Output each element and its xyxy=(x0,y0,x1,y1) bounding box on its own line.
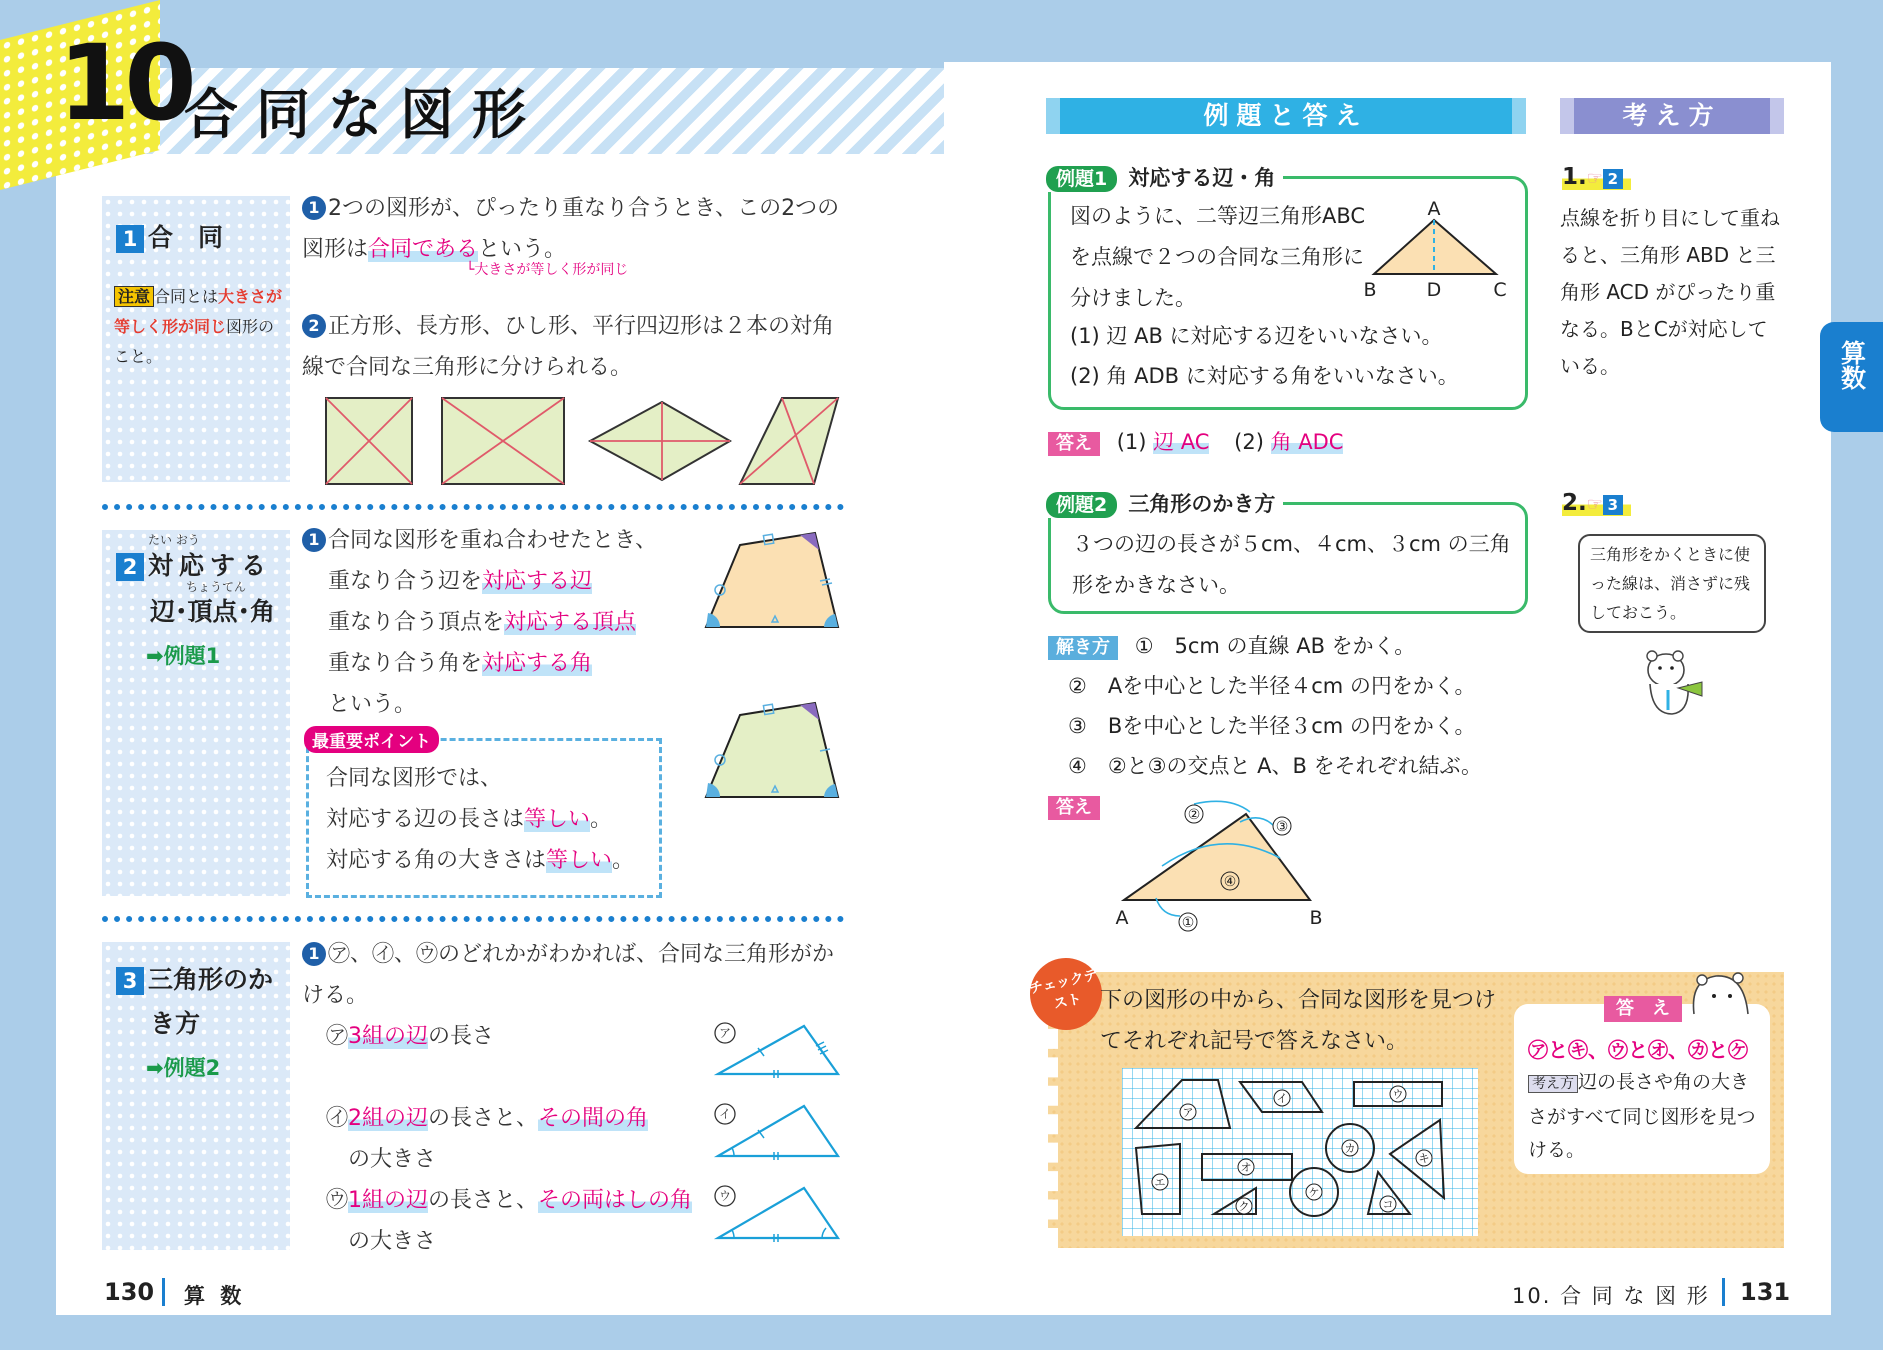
answer2-pre: (2) xyxy=(1234,430,1271,454)
kangae2-ref: 3 xyxy=(1603,495,1623,515)
section3-item-c xyxy=(326,1180,706,1262)
point-line2-key: 等しい xyxy=(524,807,591,832)
mark-2: ② xyxy=(1187,807,1201,823)
quadrilateral-figures xyxy=(320,390,850,490)
grid-label-ko: コ xyxy=(1382,1198,1394,1211)
check-test-question: 下の図形の中から、合同な図形を見つけてそれぞれ記号で答えなさい。 xyxy=(1100,988,1497,1054)
check-test-badge: チェックテスト xyxy=(1023,951,1108,1036)
triangle-a xyxy=(718,1026,838,1074)
section1-point1: 1 2つの図形が、ぴったり重なり合うとき、この2つの図形は合同であるという。 xyxy=(302,196,840,262)
point-line2-pre: 対応する辺の長さは xyxy=(326,807,525,832)
grid-label-ku: ク xyxy=(1238,1200,1250,1213)
section3-item-b xyxy=(326,1098,706,1180)
section3-title-line2: き方 xyxy=(150,1009,201,1038)
isosceles-triangle-figure xyxy=(1358,200,1518,304)
kangaekata-header xyxy=(1560,98,1784,134)
grid-label-ki: キ xyxy=(1418,1152,1430,1165)
section2-ruby2: ちょうてん xyxy=(186,580,247,594)
answer2: 角 ADC xyxy=(1270,430,1344,454)
kangae1-heading xyxy=(1562,164,1631,190)
fig2-label-B: B xyxy=(1309,907,1323,929)
divider-2 xyxy=(102,916,844,922)
section2-badge: 2 xyxy=(116,553,144,581)
answer1-pre: (1) xyxy=(1116,430,1154,454)
example2-title-row xyxy=(1046,488,1283,518)
item-a-key: 3組の辺 xyxy=(348,1024,429,1049)
finger-icon-2: ☞ xyxy=(1586,494,1603,515)
mark-1: ① xyxy=(1181,915,1195,931)
section3-heading xyxy=(116,960,273,996)
left-page-number: 130 xyxy=(104,1278,155,1306)
example2-steps xyxy=(1048,626,1482,786)
example2-title: 三角形のかき方 xyxy=(1128,492,1276,516)
example1-answer-tag: 答え xyxy=(1048,432,1100,456)
quad-2 xyxy=(706,703,838,797)
line1-pre: 重なり合う辺を xyxy=(328,569,483,594)
right-page-number: 131 xyxy=(1740,1278,1791,1306)
section2-ruby1: たい おう xyxy=(148,533,200,547)
congruent-quadrilaterals xyxy=(700,525,850,805)
check-explain-text: 辺の長さや角の大きさがすべて同じ図形を見つける。 xyxy=(1528,1071,1756,1161)
point1-key: 合同である xyxy=(368,237,479,262)
section2-title-line1: 対応する xyxy=(148,551,273,580)
example2-answer-tag-label: 答え xyxy=(1048,796,1100,820)
check-test-grid xyxy=(1122,1068,1478,1238)
fig2-label-A: A xyxy=(1115,907,1129,929)
step3: ③ Bを中心とした半径３cm の円をかく。 xyxy=(1068,714,1476,738)
kangaekata-header-text: 考え方 xyxy=(1622,101,1722,130)
kangae2-heading xyxy=(1562,490,1631,516)
section2-link[interactable]: ➡例題1 xyxy=(146,644,221,668)
section2-intro: 合同な図形を重ね合わせたとき、 xyxy=(328,528,658,553)
section3-link[interactable]: ➡例題2 xyxy=(146,1056,221,1080)
example2-answer-tag xyxy=(1048,796,1100,820)
point1-annotation: └大きさが等しく形が同じ xyxy=(466,262,629,278)
item-a-mark: ㋐ xyxy=(326,1024,349,1049)
check-explain xyxy=(1528,1066,1764,1167)
label-D: D xyxy=(1426,279,1442,301)
answer1: 辺 AC xyxy=(1153,430,1210,454)
page-title: 合同な図形 xyxy=(184,83,544,146)
line4: という。 xyxy=(328,692,417,717)
reidai-header-text: 例題と答え xyxy=(1203,101,1369,130)
mark-3: ③ xyxy=(1275,819,1289,835)
example1-title: 対応する辺・角 xyxy=(1128,166,1276,190)
item-b-post: の大きさ xyxy=(348,1147,437,1172)
grid-label-ke: ケ xyxy=(1308,1186,1320,1199)
section3-intro-text: ㋐、㋑、㋒のどれかがわかれば、合同な三角形がかける。 xyxy=(302,942,835,1008)
label-B: B xyxy=(1363,279,1377,301)
line1-key: 対応する辺 xyxy=(482,569,593,594)
section1-point2: 2 正方形、長方形、ひし形、平行四辺形は２本の対角線で合同な三角形に分けられる。 xyxy=(302,314,835,380)
item-b-mark: ㋑ xyxy=(326,1106,349,1131)
item-c-mark: ㋒ xyxy=(326,1188,349,1213)
side-tab-label: 算数 xyxy=(1837,340,1867,390)
section3-title-line1: 三角形のか xyxy=(148,965,274,994)
example2-tag: 例題2 xyxy=(1046,492,1117,518)
kangae2-label: 2. xyxy=(1562,490,1587,516)
bear-peek-icon xyxy=(1686,966,1756,1016)
label-C: C xyxy=(1493,279,1507,301)
section2-title-line2: 辺･頂点･角 xyxy=(150,597,276,626)
right-footer-chapter: 10. 合 同 な 図 形 xyxy=(1512,1284,1710,1308)
grid-label-o: オ xyxy=(1240,1161,1252,1174)
point1-pre: 2つの図形が、ぴったり重なり合うとき、この2つの図形は xyxy=(302,196,840,262)
section1-badge: 1 xyxy=(116,225,144,253)
triangle-b xyxy=(718,1106,838,1156)
step1: ① 5cm の直線 AB をかく。 xyxy=(1134,634,1416,658)
section2-heading xyxy=(116,546,272,582)
grid-label-i: イ xyxy=(1276,1092,1288,1105)
item-c-key1: 1組の辺 xyxy=(348,1188,429,1213)
example1-answer xyxy=(1048,426,1343,456)
triangle-conditions-figures xyxy=(712,1018,852,1248)
kangae1-text: 点線を折り目にして重ねると、三角形 ABD と三角形 ACD がぴったり重なる。BとCが対応している。 xyxy=(1560,206,1780,378)
fig-c-label: ウ xyxy=(718,1189,732,1203)
step4: ④ ②と③の交点と A、B をそれぞれ結ぶ。 xyxy=(1068,754,1483,778)
divider-1 xyxy=(102,504,844,510)
finger-icon: ☞ xyxy=(1586,168,1603,189)
point-line3-post: 。 xyxy=(612,848,635,873)
fig-a-label: ア xyxy=(718,1026,732,1040)
key-point-badge: 最重要ポイント xyxy=(304,726,439,753)
label-A: A xyxy=(1427,200,1441,220)
note-tag: 注意 xyxy=(114,286,154,307)
line3-pre: 重なり合う角を xyxy=(328,651,483,676)
note-text-a: 合同とは xyxy=(154,287,219,306)
section2-text: 1 合同な図形を重ね合わせたとき、 重なり合う辺を対応する辺 重なり合う頂点を対応する頂点 重なり合う角を対応する角 という。 xyxy=(302,520,682,725)
item-c-mid: の長さと、 xyxy=(428,1188,539,1213)
chapter-number: 10 xyxy=(58,22,191,144)
speech-bubble: 三角形をかくときに使った線は、消さずに残しておこう。 xyxy=(1578,534,1766,633)
grid-label-ka: カ xyxy=(1344,1142,1356,1155)
example1-q2: (2) 角 ADB に対応する角をいいなさい。 xyxy=(1070,364,1459,388)
line2-key: 対応する頂点 xyxy=(504,610,637,635)
point-line3-pre: 対応する角の大きさは xyxy=(326,848,547,873)
bear-character-icon xyxy=(1632,640,1712,720)
grid-label-e: エ xyxy=(1154,1176,1166,1189)
item-b-mid: の長さと、 xyxy=(428,1106,539,1131)
point2-text: 正方形、長方形、ひし形、平行四辺形は２本の対角線で合同な三角形に分けられる。 xyxy=(302,314,835,380)
section3-badge: 3 xyxy=(116,967,144,995)
note-text-b: 図形のこと。 xyxy=(114,317,275,366)
item-c-key2: その両はしの角 xyxy=(538,1188,693,1213)
mark-4: ④ xyxy=(1223,874,1237,890)
left-footer-subject: 算 数 xyxy=(184,1284,246,1308)
item-b-key1: 2組の辺 xyxy=(348,1106,429,1131)
item-c-post: の大きさ xyxy=(348,1229,437,1254)
section3-item-a xyxy=(326,1016,726,1057)
point1-post: という。 xyxy=(478,237,567,262)
reidai-header xyxy=(1046,98,1526,134)
section3-intro: 1 ㋐、㋑、㋒のどれかがわかれば、合同な三角形がかける。 xyxy=(302,942,835,1008)
section1-title: 合 同 xyxy=(148,223,224,252)
example1-q1: (1) 辺 AB に対応する辺をいいなさい。 xyxy=(1070,324,1443,348)
step2: ② Aを中心とした半径４cm の円をかく。 xyxy=(1068,674,1476,698)
example1-title-row xyxy=(1046,162,1283,192)
point-line2-post: 。 xyxy=(590,807,613,832)
grid-label-a: ア xyxy=(1182,1106,1194,1119)
point-line1: 合同な図形では、 xyxy=(326,766,503,791)
point-line3-key: 等しい xyxy=(546,848,613,873)
example1-body: 図のように、二等辺三角形ABC を点線で２つの合同な三角形に分けました。 xyxy=(1070,204,1366,310)
quad-1 xyxy=(706,533,838,627)
check-answer-header: 答 え xyxy=(1604,996,1682,1022)
line3-key: 対応する角 xyxy=(482,651,593,676)
check-kangae-tag: 考え方 xyxy=(1528,1075,1578,1093)
kangae1-ref: 2 xyxy=(1603,169,1623,189)
note-text-key: 大きさが等しく形が同じ xyxy=(114,287,283,336)
right-footer-bar xyxy=(1722,1278,1725,1306)
line2-pre: 重なり合う頂点を xyxy=(328,610,505,635)
example2-body: ３つの辺の長さが５cm、４cm、３cm の三角形をかきなさい。 xyxy=(1072,532,1511,597)
item-a-post: の長さ xyxy=(428,1024,495,1049)
triangle-construction-figure xyxy=(1100,796,1340,936)
kangae1-label: 1. xyxy=(1562,164,1587,190)
example1-tag: 例題1 xyxy=(1046,166,1117,192)
section1-note xyxy=(114,282,284,372)
left-footer-bar xyxy=(162,1278,165,1306)
side-tab[interactable] xyxy=(1820,322,1883,432)
fig-b-label: イ xyxy=(718,1107,732,1121)
key-point-text xyxy=(326,758,656,881)
section1-heading xyxy=(116,218,223,254)
item-b-key2: その間の角 xyxy=(538,1106,649,1131)
grid-label-u: ウ xyxy=(1392,1088,1404,1101)
check-answer: ㋐と㋖、㋒と㋔、㋕と㋘ xyxy=(1528,1038,1748,1062)
triangle-c xyxy=(718,1188,838,1238)
toki-tag: 解き方 xyxy=(1048,636,1118,660)
